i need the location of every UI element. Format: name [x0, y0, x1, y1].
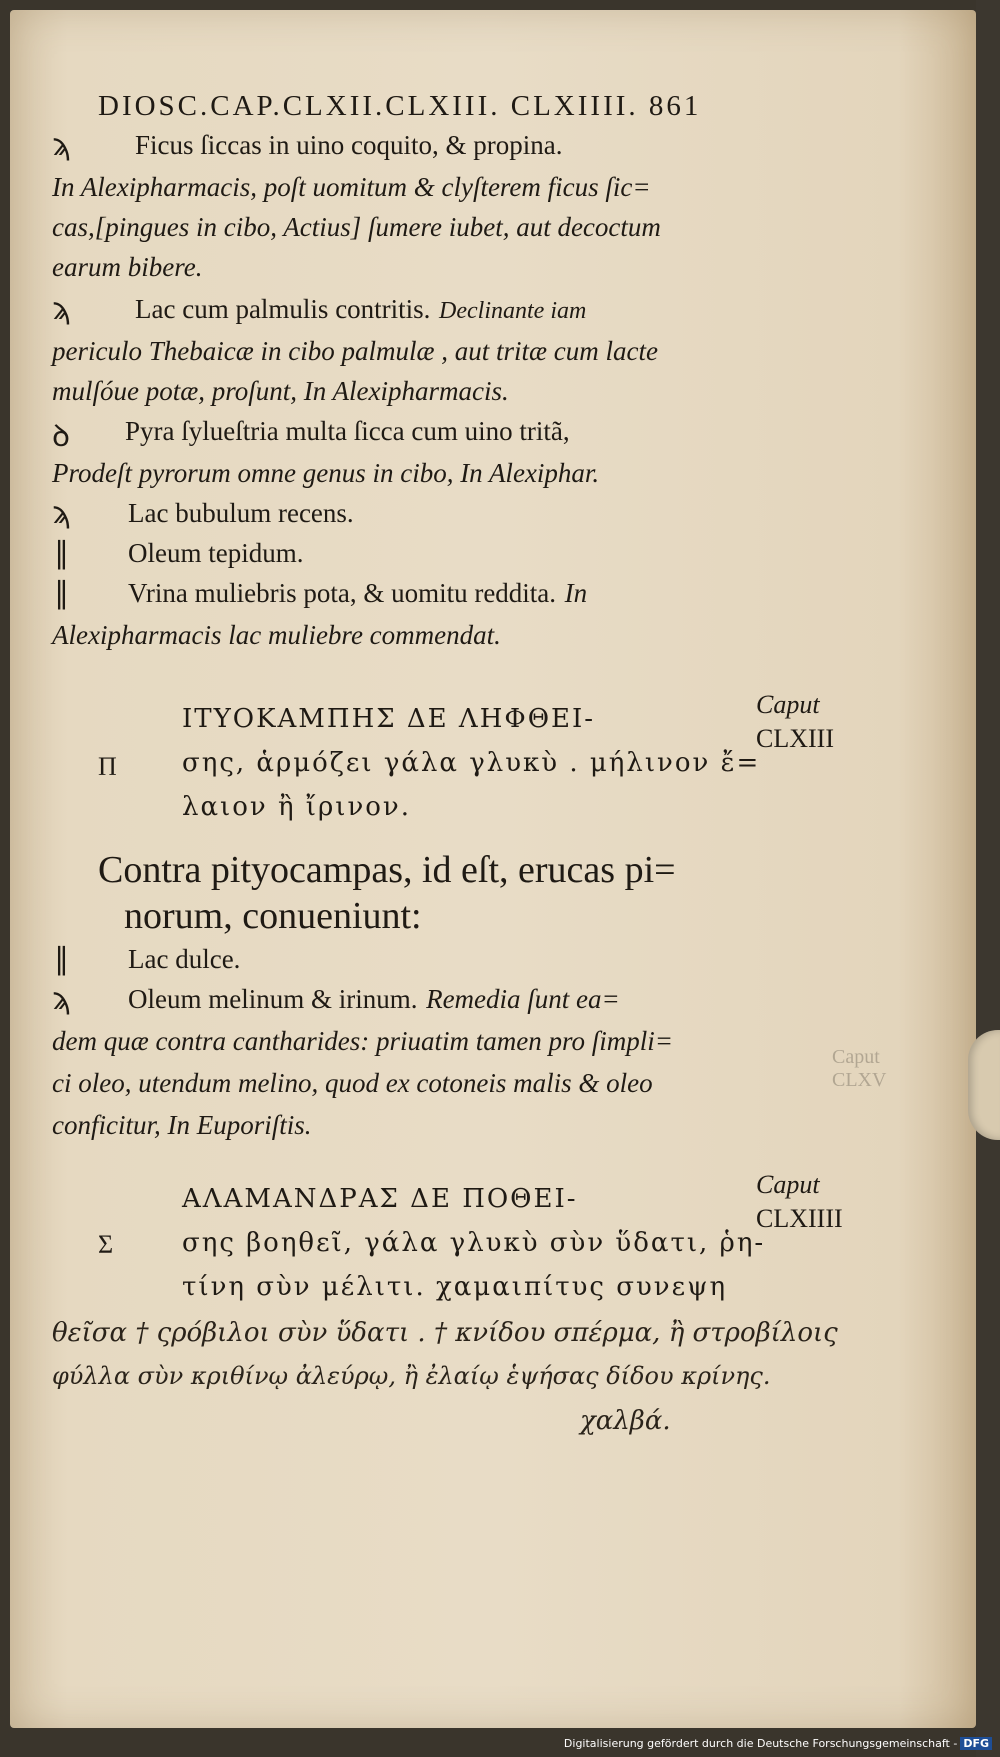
dfg-logo: DFG: [960, 1737, 992, 1750]
greek-line: σης βοηθεῖ, γάλα γλυκὺ σὺν ὕδατι, ῥη-: [182, 1228, 766, 1258]
greek-line: τίνη σὺν μέλιτι. χαμαιπίτυς συνεψη: [182, 1272, 728, 1302]
remedy-line: Lac dulce.: [128, 944, 241, 974]
pharmacy-symbol-icon: ꝺ: [52, 419, 70, 454]
greek-line: σης, ἁρμόζει γάλα γλυκὺ . μήλινον ἔ=: [182, 748, 761, 778]
commentary-line: earum bibere.: [52, 252, 203, 282]
remedy-line: Oleum tepidum.: [128, 538, 304, 568]
commentary-line: ci oleo, utendum melino, quod ex cotoneis malis & oleo: [52, 1068, 653, 1098]
commentary-line: Prodeſt pyrorum omne genus in cibo, In Alexiphar.: [52, 458, 600, 488]
commentary-line: cas,[pingues in cibo, Actius] ſumere iubet, aut decoctum: [52, 212, 661, 242]
pharmacy-symbol-icon: ϡ: [52, 128, 71, 163]
bleed-through-text: Caput CLXV: [832, 1046, 887, 1091]
handwritten-note: θεῖσα † ςρόβιλοι σὺν ὕδατι . † κνίδου σπέρμα, ἢ στροβίλοις: [52, 1318, 838, 1348]
remedy-line: Lac bubulum recens.: [128, 498, 354, 528]
remedy-line: Lac cum palmulis contritis. Declinante iam: [135, 294, 587, 324]
remedy-line: Pyra ſylueſtria multa ſicca cum uino tritã,: [125, 416, 570, 446]
digitization-footer: Digitalisierung gefördert durch die Deutsche Forschungsgemeinschaft - DFG: [564, 1737, 992, 1750]
margin-letter: Σ: [98, 1230, 114, 1259]
commentary-line: In Alexipharmacis, poſt uomitum & clyſterem ficus ſic=: [52, 172, 651, 202]
margin-letter: Π: [98, 752, 117, 781]
caput-label: Caput: [756, 690, 820, 719]
remedy-line: Oleum melinum & irinum. Remedia ſunt ea=: [128, 984, 620, 1014]
chapter-title: Contra pityocampas, id eſt, erucas pi=: [98, 849, 676, 891]
pharmacy-symbol-icon: ∥: [54, 536, 69, 571]
greek-heading: ΙΤΥΟΚΑΜΠΗΣ ΔΕ ΛΗΦΘΕΙ-: [182, 704, 596, 734]
chapter-number: CLXIIII: [756, 1204, 843, 1233]
greek-line: λαιον ἢ ἴρινον.: [182, 792, 411, 822]
handwritten-note: φύλλα σὺν κριθίνῳ ἀλεύρῳ, ἢ ἐλαίῳ ἑψήσας δίδου κρίνης.: [52, 1362, 771, 1390]
chapter-number: CLXIII: [756, 724, 834, 753]
commentary-line: mulſóue potæ, proſunt, In Alexipharmacis.: [52, 376, 509, 406]
pharmacy-symbol-icon: ∥: [54, 942, 69, 977]
chapter-title: norum, conueniunt:: [124, 895, 422, 937]
commentary-line: dem quæ contra cantharides: priuatim tamen pro ſimpli=: [52, 1026, 673, 1056]
caput-label: Caput: [756, 1170, 820, 1199]
pharmacy-symbol-icon: ϡ: [52, 496, 71, 531]
commentary-line: periculo Thebaicæ in cibo palmulæ , aut tritæ cum lacte: [52, 336, 658, 366]
remedy-line: Ficus ſiccas in uino coquito, & propina.: [135, 130, 563, 160]
running-header: DIOSC.CAP.CLXII.CLXIII. CLXIIII. 861: [98, 90, 702, 122]
greek-heading: ΑΛΑΜΑΝΔΡΑΣ ΔΕ ΠΟΘΕΙ-: [182, 1184, 578, 1214]
pharmacy-symbol-icon: ∥: [54, 576, 69, 611]
book-edge: [976, 0, 1000, 1757]
remedy-line: Vrina muliebris pota, & uomitu reddita. In: [128, 578, 588, 608]
commentary-line: conficitur, In Euporiſtis.: [52, 1110, 312, 1140]
pharmacy-symbol-icon: ϡ: [52, 982, 71, 1017]
handwritten-note: χαλβά.: [580, 1406, 671, 1436]
commentary-line: Alexipharmacis lac muliebre commendat.: [52, 620, 501, 650]
page-tab: [968, 1030, 1000, 1140]
pharmacy-symbol-icon: ϡ: [52, 292, 71, 327]
